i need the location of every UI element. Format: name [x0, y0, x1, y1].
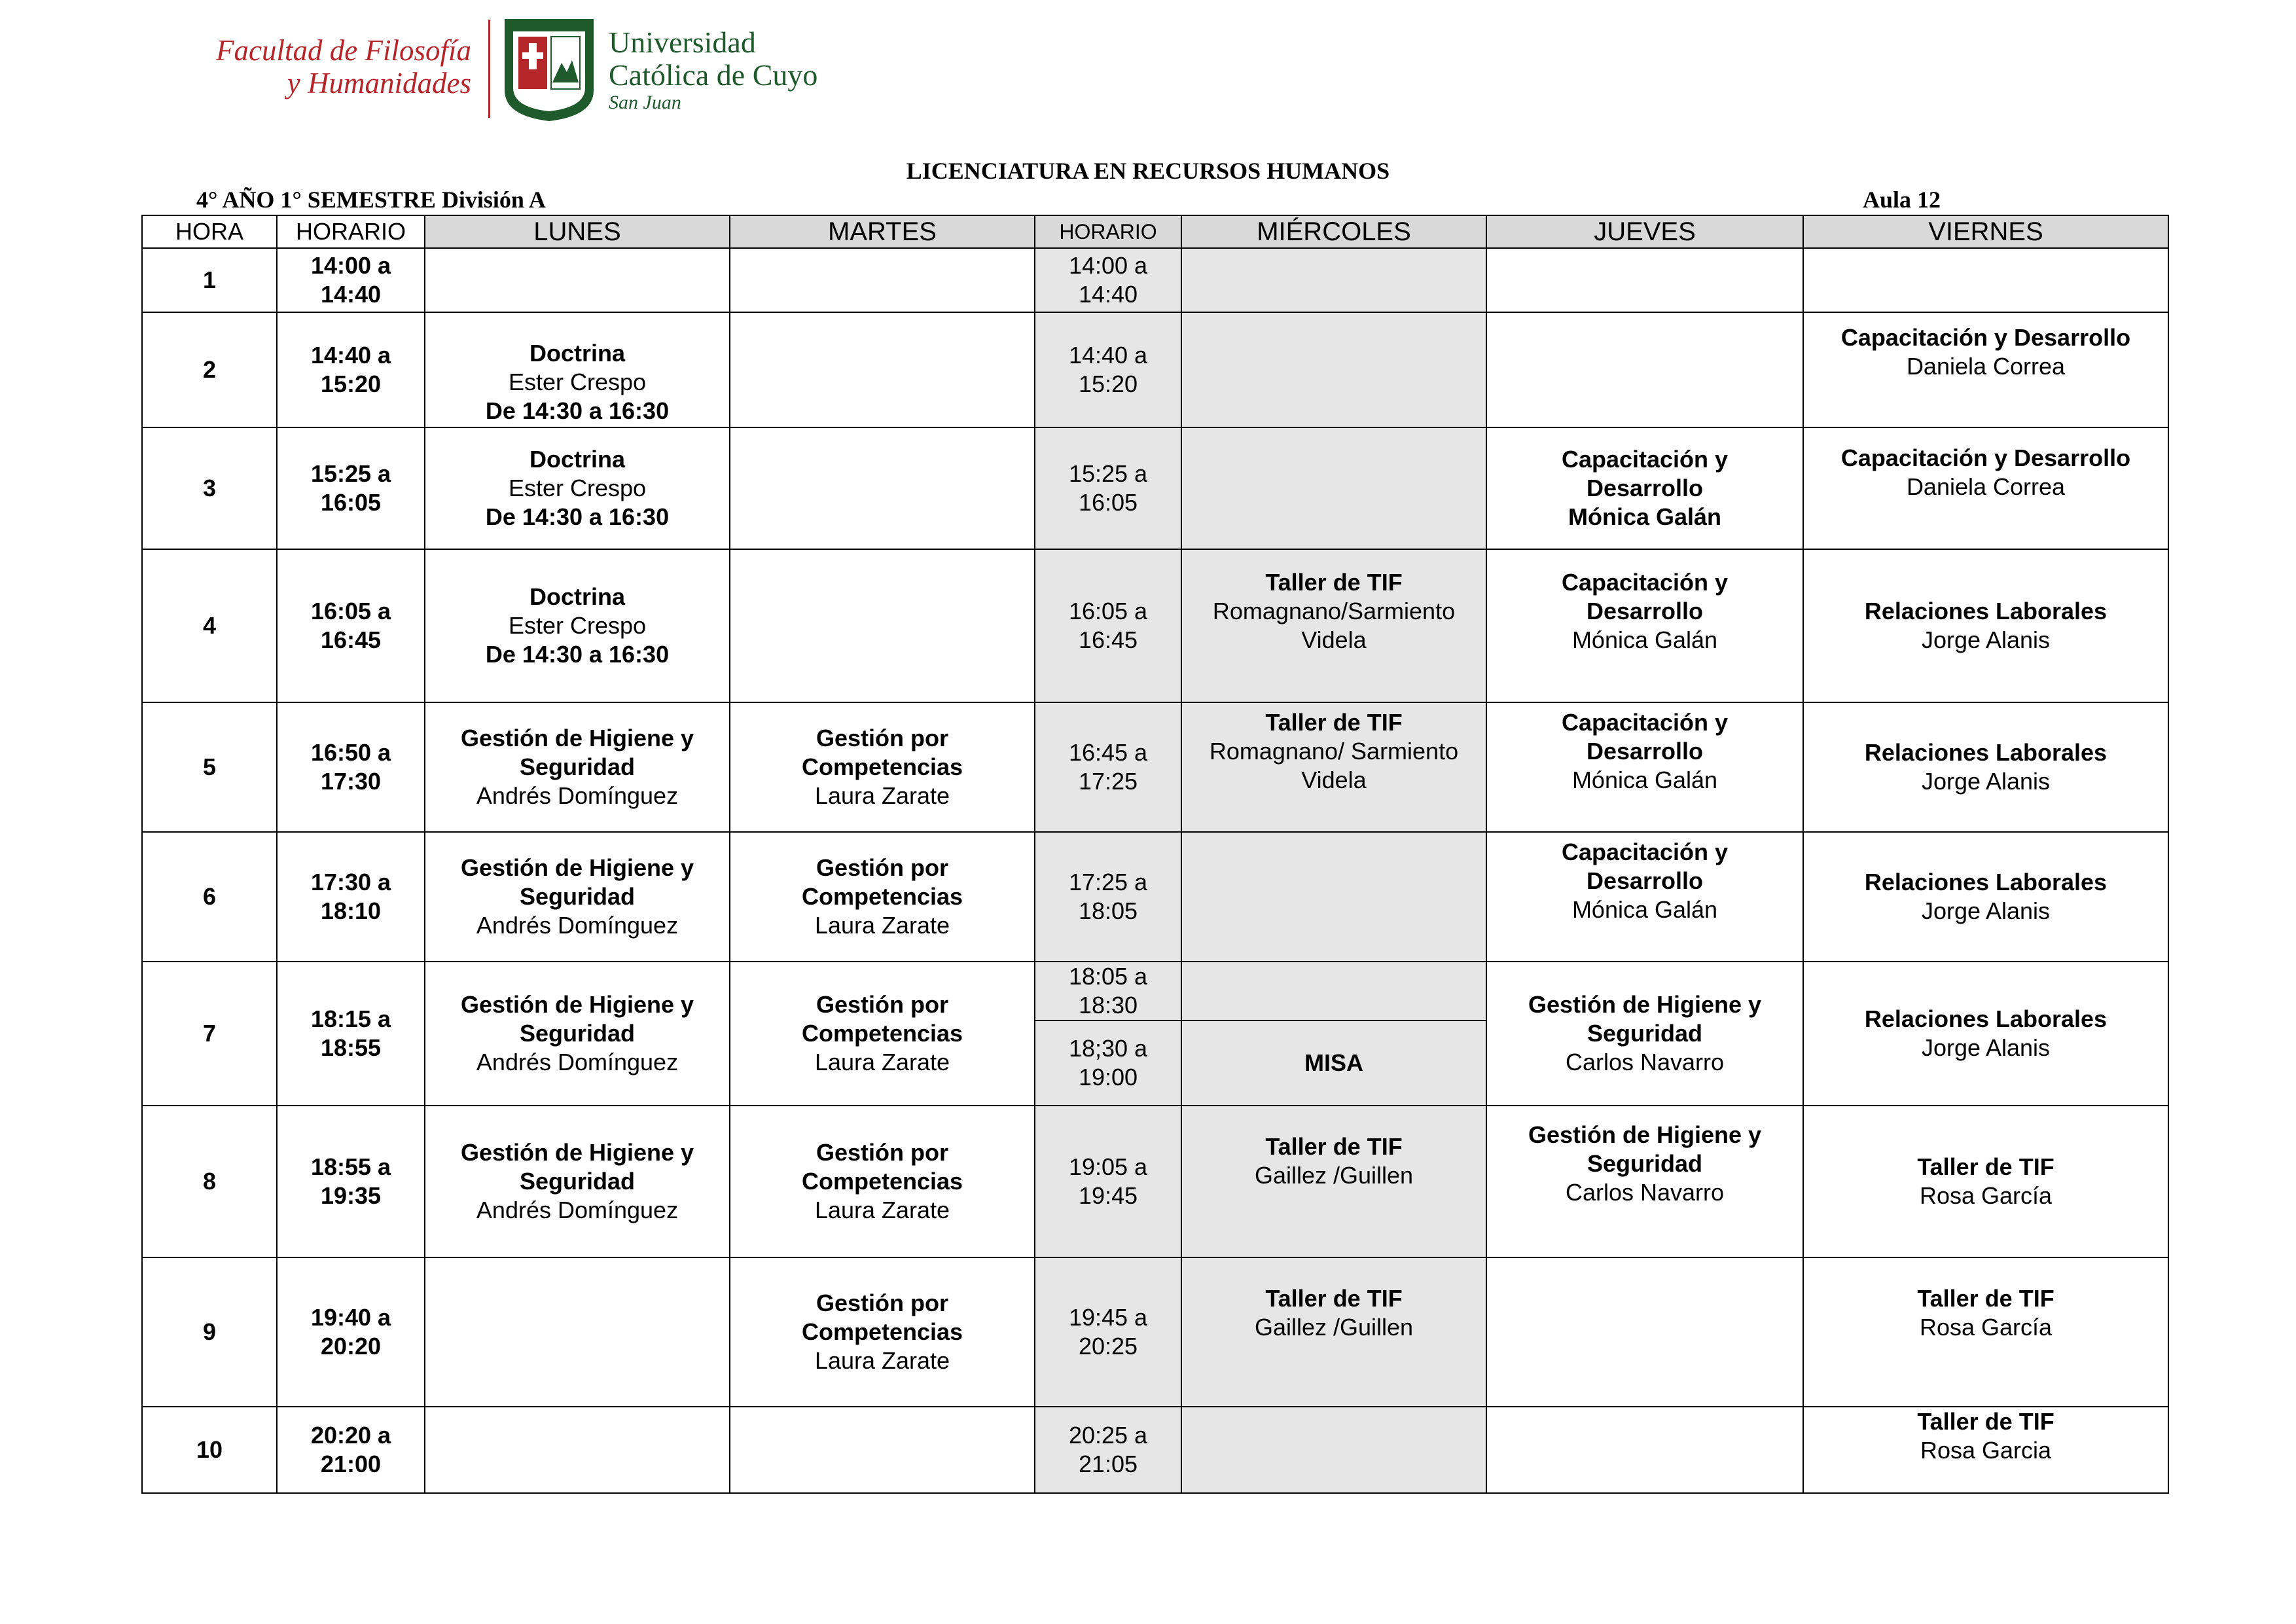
cell-horario: 19:40 a 20:20	[277, 1257, 425, 1407]
cell-martes	[730, 427, 1035, 549]
cell-viernes	[1803, 248, 2168, 312]
table-row	[142, 1106, 2168, 1257]
cell-miercoles	[1181, 1407, 1486, 1493]
cell-horario-wed: 19:45 a 20:25	[1035, 1257, 1181, 1407]
cell-martes	[730, 1407, 1035, 1493]
course-subtitle: 4° AÑO 1° SEMESTRE División A	[196, 187, 546, 213]
cell-viernes: Taller de TIF Rosa García	[1803, 1257, 2168, 1407]
cell-lunes: Gestión de Higiene y Seguridad Andrés Domínguez	[425, 702, 730, 832]
cell-lunes: Gestión de Higiene y Seguridad Andrés Domínguez	[425, 962, 730, 1106]
cell-hora: 5	[142, 702, 277, 832]
col-miercoles: MIÉRCOLES	[1181, 215, 1486, 248]
table-row	[142, 427, 2168, 549]
cell-martes	[730, 549, 1035, 702]
cell-horario-wed: 18;30 a 19:00	[1035, 1020, 1181, 1106]
cell-jueves: Capacitación y Desarrollo Mónica Galán	[1486, 702, 1803, 832]
cell-miercoles: Taller de TIF Romagnano/Sarmiento Videla	[1181, 549, 1486, 702]
cell-horario: 20:20 a 21:00	[277, 1407, 425, 1493]
col-hora: HORA	[142, 215, 277, 248]
cell-hora: 10	[142, 1407, 277, 1493]
cell-viernes: Capacitación y Desarrollo Daniela Correa	[1803, 312, 2168, 427]
faculty-name-line2: y Humanidades	[287, 67, 471, 99]
document-header	[0, 0, 2296, 131]
cell-viernes: Relaciones Laborales Jorge Alanis	[1803, 962, 2168, 1106]
cell-hora: 8	[142, 1106, 277, 1257]
cell-horario-wed: 16:05 a 16:45	[1035, 549, 1181, 702]
cell-jueves: Capacitación y Desarrollo Mónica Galán	[1486, 832, 1803, 962]
cell-horario-wed: 18:05 a 18:30	[1035, 962, 1181, 1020]
logo-divider	[488, 20, 490, 118]
cell-horario-wed: 14:00 a 14:40	[1035, 248, 1181, 312]
cell-jueves: Gestión de Higiene y Seguridad Carlos Navarro	[1486, 962, 1803, 1106]
table-row	[142, 702, 2168, 832]
university-crest-icon	[503, 17, 596, 122]
cell-horario: 14:40 a 15:20	[277, 312, 425, 427]
cell-viernes: Capacitación y Desarrollo Daniela Correa	[1803, 427, 2168, 549]
cell-viernes: Taller de TIF Rosa García	[1803, 1106, 2168, 1257]
cell-horario: 15:25 a 16:05	[277, 427, 425, 549]
cell-lunes: Doctrina Ester Crespo De 14:30 a 16:30	[425, 312, 730, 427]
cell-viernes: Relaciones Laborales Jorge Alanis	[1803, 832, 2168, 962]
cell-martes: Gestión por Competencias Laura Zarate	[730, 832, 1035, 962]
cell-horario: 14:00 a 14:40	[277, 248, 425, 312]
table-row	[142, 962, 2168, 1020]
classroom-label: Aula 12	[1863, 187, 1941, 213]
table-row	[142, 1407, 2168, 1493]
university-name-line1: Universidad	[609, 26, 756, 59]
cell-miercoles	[1181, 312, 1486, 427]
cell-lunes	[425, 1257, 730, 1407]
col-martes: MARTES	[730, 215, 1035, 248]
cell-jueves: Capacitación y Desarrollo Mónica Galán	[1486, 427, 1803, 549]
university-logo-text	[609, 26, 817, 114]
cell-miercoles: Taller de TIF Romagnano/ Sarmiento Videla	[1181, 702, 1486, 832]
cell-horario: 17:30 a 18:10	[277, 832, 425, 962]
cell-martes	[730, 312, 1035, 427]
cell-horario: 18:15 a 18:55	[277, 962, 425, 1106]
cell-hora: 9	[142, 1257, 277, 1407]
cell-miercoles	[1181, 427, 1486, 549]
table-row	[142, 1257, 2168, 1407]
page-title: LICENCIATURA EN RECURSOS HUMANOS	[906, 158, 1390, 184]
cell-hora: 7	[142, 962, 277, 1106]
cell-miercoles	[1181, 248, 1486, 312]
table-row	[142, 248, 2168, 312]
cell-martes: Gestión por Competencias Laura Zarate	[730, 962, 1035, 1106]
cell-lunes: Doctrina Ester Crespo De 14:30 a 16:30	[425, 549, 730, 702]
faculty-logo-text	[190, 34, 471, 99]
cell-miercoles	[1181, 962, 1486, 1020]
cell-horario: 16:50 a 17:30	[277, 702, 425, 832]
cell-hora: 3	[142, 427, 277, 549]
cell-horario-wed: 14:40 a 15:20	[1035, 312, 1181, 427]
university-city: San Juan	[609, 92, 681, 113]
schedule-table	[141, 215, 2169, 1494]
cell-lunes: Gestión de Higiene y Seguridad Andrés Domínguez	[425, 832, 730, 962]
cell-jueves: Gestión de Higiene y Seguridad Carlos Navarro	[1486, 1106, 1803, 1257]
col-viernes: VIERNES	[1803, 215, 2168, 248]
cell-horario-wed: 16:45 a 17:25	[1035, 702, 1181, 832]
cell-viernes: Taller de TIF Rosa Garcia	[1803, 1407, 2168, 1493]
cell-jueves: Capacitación y Desarrollo Mónica Galán	[1486, 549, 1803, 702]
col-lunes: LUNES	[425, 215, 730, 248]
cell-horario-wed: 17:25 a 18:05	[1035, 832, 1181, 962]
col-horario-wednesday: HORARIO	[1035, 215, 1181, 248]
cell-hora: 6	[142, 832, 277, 962]
table-row	[142, 549, 2168, 702]
cell-viernes: Relaciones Laborales Jorge Alanis	[1803, 549, 2168, 702]
cell-hora: 1	[142, 248, 277, 312]
cell-miercoles: Taller de TIF Gaillez /Guillen	[1181, 1106, 1486, 1257]
table-header-row	[142, 215, 2168, 248]
table-row	[142, 312, 2168, 427]
cell-martes	[730, 248, 1035, 312]
cell-lunes: Gestión de Higiene y Seguridad Andrés Domínguez	[425, 1106, 730, 1257]
cell-miercoles	[1181, 832, 1486, 962]
cell-jueves	[1486, 248, 1803, 312]
cell-miercoles: Taller de TIF Gaillez /Guillen	[1181, 1257, 1486, 1407]
cell-hora: 2	[142, 312, 277, 427]
cell-horario-wed: 15:25 a 16:05	[1035, 427, 1181, 549]
cell-jueves	[1486, 1257, 1803, 1407]
university-name-line2: Católica de Cuyo	[609, 58, 818, 92]
col-jueves: JUEVES	[1486, 215, 1803, 248]
cell-lunes	[425, 248, 730, 312]
cell-martes: Gestión por Competencias Laura Zarate	[730, 702, 1035, 832]
col-horario: HORARIO	[277, 215, 425, 248]
cell-horario: 16:05 a 16:45	[277, 549, 425, 702]
faculty-name-line1: Facultad de Filosofía	[216, 34, 471, 67]
cell-horario-wed: 20:25 a 21:05	[1035, 1407, 1181, 1493]
cell-horario: 18:55 a 19:35	[277, 1106, 425, 1257]
cell-hora: 4	[142, 549, 277, 702]
cell-lunes: Doctrina Ester Crespo De 14:30 a 16:30	[425, 427, 730, 549]
cell-miercoles-misa: MISA	[1181, 1020, 1486, 1106]
table-row	[142, 832, 2168, 962]
cell-martes: Gestión por Competencias Laura Zarate	[730, 1257, 1035, 1407]
cell-jueves	[1486, 312, 1803, 427]
cell-martes: Gestión por Competencias Laura Zarate	[730, 1106, 1035, 1257]
cell-viernes: Relaciones Laborales Jorge Alanis	[1803, 702, 2168, 832]
cell-lunes	[425, 1407, 730, 1493]
cell-horario-wed: 19:05 a 19:45	[1035, 1106, 1181, 1257]
cell-jueves	[1486, 1407, 1803, 1493]
